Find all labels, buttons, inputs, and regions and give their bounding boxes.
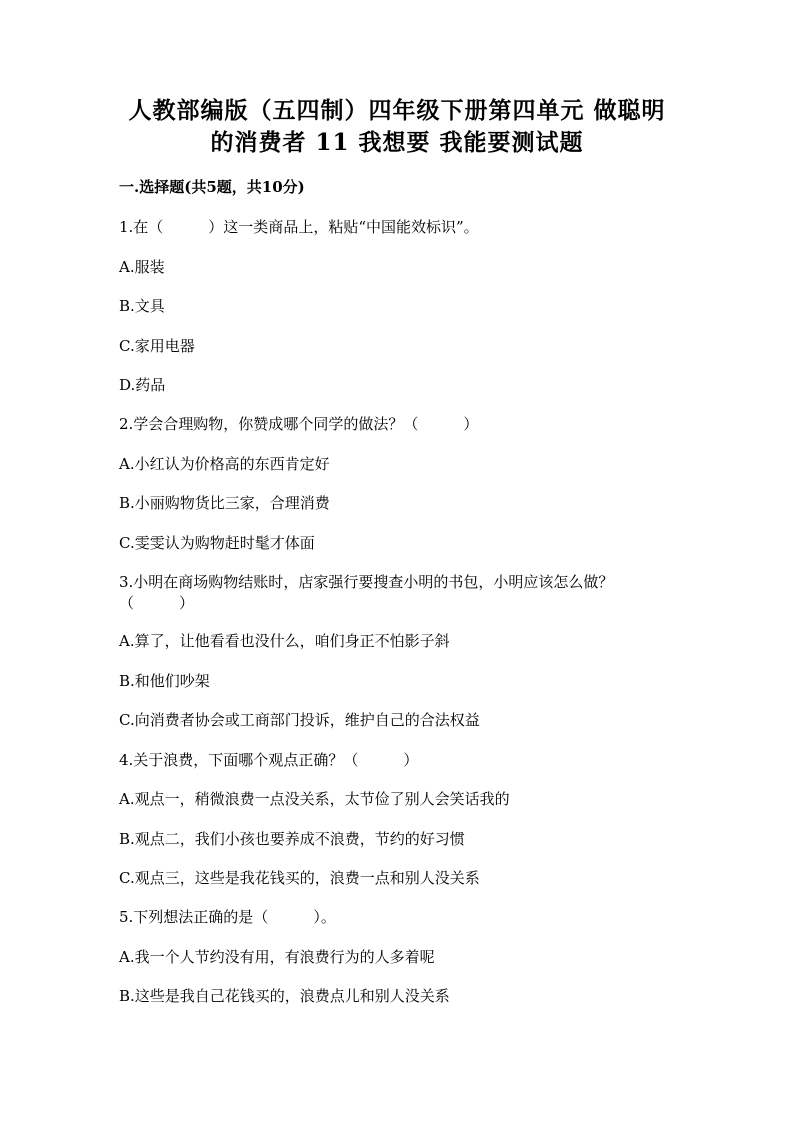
question-3-option-c: C.向消费者协会或工商部门投诉，维护自己的合法权益 — [119, 711, 480, 729]
question-3-option-b: B.和他们吵架 — [119, 672, 210, 690]
section-heading: 一.选择题(共5题，共10分) — [119, 178, 305, 196]
question-4-option-b: B.观点二，我们小孩也要养成不浪费，节约的好习惯 — [119, 830, 465, 848]
document-title-line-2: 的消费者 11 我想要 我能要测试题 — [210, 129, 584, 156]
question-3-option-a: A.算了，让他看看也没什么，咱们身正不怕影子斜 — [119, 632, 450, 650]
question-4-option-c: C.观点三，这些是我花钱买的，浪费一点和别人没关系 — [119, 869, 480, 887]
question-4-stem: 4.关于浪费，下面哪个观点正确？（ ） — [119, 751, 419, 769]
question-5-option-b: B.这些是我自己花钱买的，浪费点儿和别人没关系 — [119, 987, 450, 1005]
question-1-option-d: D.药品 — [119, 376, 166, 394]
question-3-stem-continued: （ ） — [119, 594, 195, 612]
question-1-option-a: A.服装 — [119, 258, 165, 276]
question-1-option-b: B.文具 — [119, 297, 165, 315]
question-2-option-a: A.小红认为价格高的东西肯定好 — [119, 455, 330, 473]
question-4-option-a: A.观点一，稍微浪费一点没关系，太节俭了别人会笑话我的 — [119, 790, 510, 808]
question-5-stem: 5.下列想法正确的是（ ）。 — [119, 908, 336, 926]
question-5-option-a: A.我一个人节约没有用，有浪费行为的人多着呢 — [119, 948, 435, 966]
question-1-option-c: C.家用电器 — [119, 337, 195, 355]
question-2-option-b: B.小丽购物货比三家，合理消费 — [119, 494, 330, 512]
document-title-line-1: 人教部编版（五四制）四年级下册第四单元 做聪明 — [128, 97, 666, 124]
question-2-stem: 2.学会合理购物，你赞成哪个同学的做法？（ ） — [119, 415, 479, 433]
question-3-stem: 3.小明在商场购物结账时，店家强行要搜查小明的书包，小明应该怎么做？ — [119, 573, 614, 591]
question-2-option-c: C.雯雯认为购物赶时髦才体面 — [119, 534, 315, 552]
question-1-stem: 1.在（ ）这一类商品上，粘贴“中国能效标识”。 — [119, 218, 479, 236]
